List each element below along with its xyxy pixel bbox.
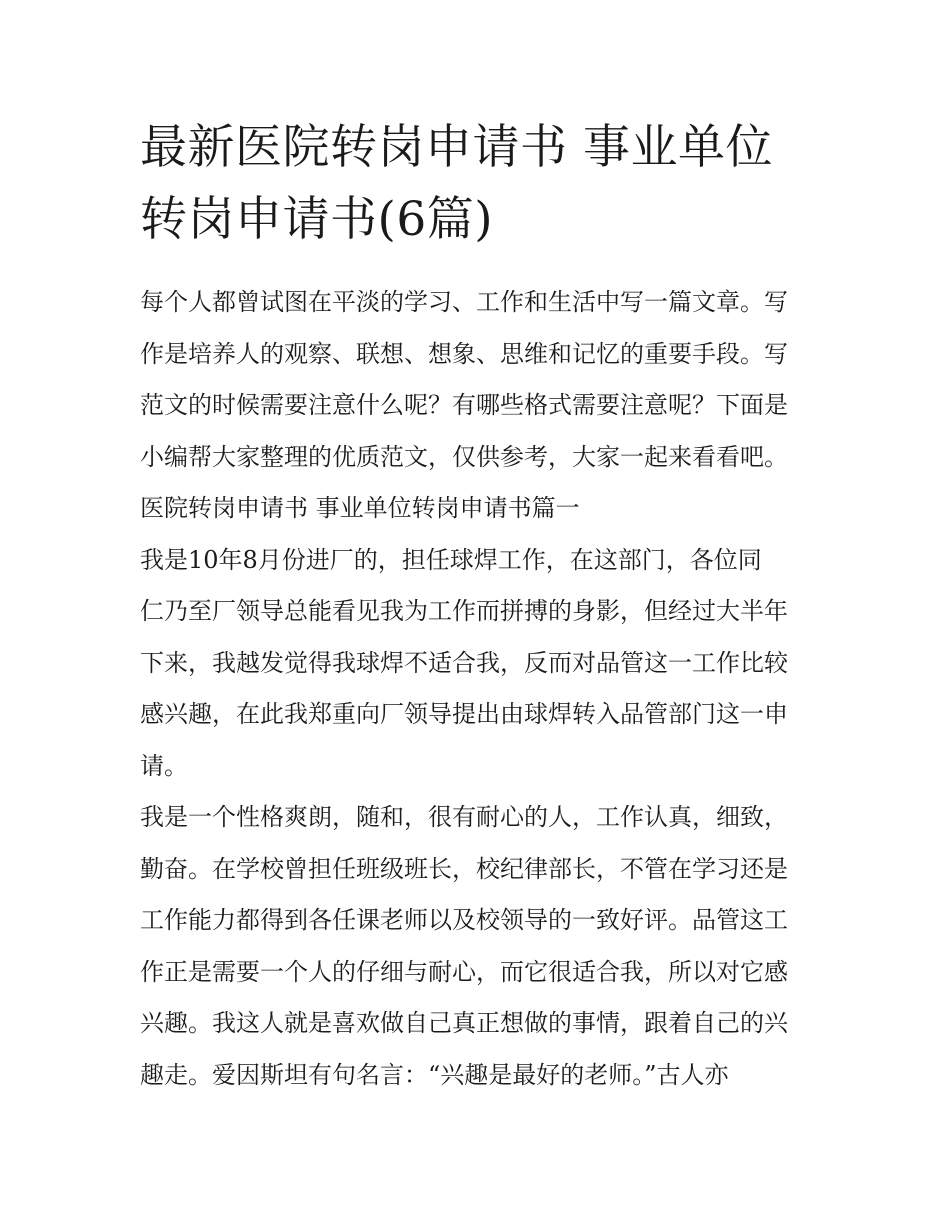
section-heading: 医院转岗申请书 事业单位转岗申请书篇一 bbox=[140, 494, 580, 522]
intro-line-4: 小编帮大家整理的优质范文，仅供参考，大家一起来看看吧。 bbox=[140, 442, 788, 471]
paragraph-1-line-5: 请。 bbox=[140, 751, 188, 780]
paragraph-2-line-4: 作正是需要一个人的仔细与耐心，而它很适合我，所以对它感 bbox=[140, 957, 788, 986]
paragraph-1-line-1: 我是10年8月份进厂的，担任球焊工作，在这部门，各位同 bbox=[140, 545, 762, 574]
document-page bbox=[140, 112, 820, 1101]
paragraph-1-line-3: 下来，我越发觉得我球焊不适合我，反而对品管这一工作比较 bbox=[140, 648, 788, 677]
title-line-1: 最新医院转岗申请书 事业单位 bbox=[140, 120, 773, 175]
intro-line-1: 每个人都曾试图在平淡的学习、工作和生活中写一篇文章。写 bbox=[140, 288, 788, 316]
paragraph-1-line-2: 仁乃至厂领导总能看见我为工作而拼搏的身影，但经过大半年 bbox=[140, 597, 788, 625]
intro-line-2: 作是培养人的观察、联想、想象、思维和记忆的重要手段。写 bbox=[140, 339, 788, 368]
intro-line-3: 范文的时候需要注意什么呢？有哪些格式需要注意呢？下面是 bbox=[140, 391, 788, 419]
paragraph-1-line-4: 感兴趣，在此我郑重向厂领导提出由球焊转入品管部门这一申 bbox=[140, 700, 788, 728]
paragraph-2-line-6: 趣走。爱因斯坦有句名言：“兴趣是最好的老师。”古人亦 bbox=[140, 1060, 729, 1089]
document-body bbox=[140, 277, 820, 1101]
paragraph-2-line-2: 勤奋。在学校曾担任班级班长，校纪律部长，不管在学习还是 bbox=[140, 854, 788, 883]
paragraph-2-line-5: 兴趣。我这人就是喜欢做自己真正想做的事情，跟着自己的兴 bbox=[140, 1009, 788, 1037]
paragraph-2-line-3: 工作能力都得到各任课老师以及校领导的一致好评。品管这工 bbox=[140, 906, 788, 934]
title-line-2: 转岗申请书(6篇) bbox=[140, 192, 494, 247]
document-title bbox=[140, 112, 820, 256]
paragraph-2-line-1: 我是一个性格爽朗，随和，很有耐心的人，工作认真，细致， bbox=[140, 803, 788, 831]
